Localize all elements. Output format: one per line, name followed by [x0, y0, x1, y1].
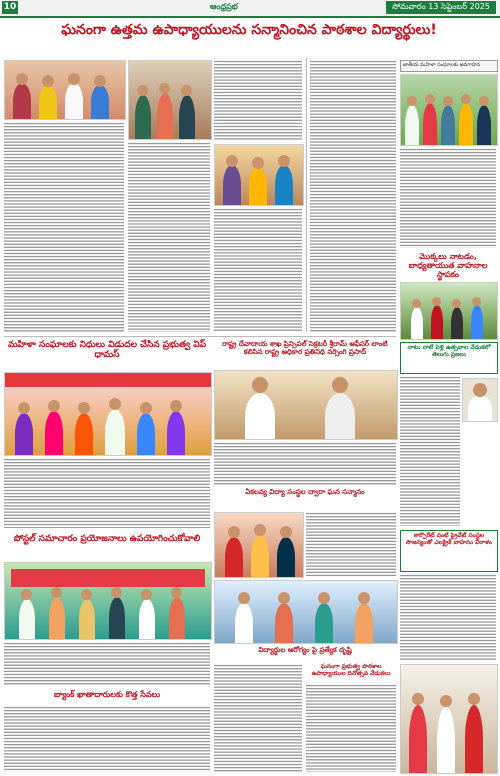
ceremony-photo	[4, 562, 212, 640]
article-text	[4, 458, 210, 528]
article-text	[214, 60, 302, 140]
article-text	[310, 60, 396, 332]
article-text	[4, 642, 210, 686]
article-text	[306, 512, 396, 576]
bottom-left-headline: బ్యాంక్ ఖాతాదారులకు కొత్త సేవలు	[54, 690, 160, 699]
right-headline-1: మొక్కలు నాటడం, బాధ్యతాయుత వాహనాల స్థాపకం	[408, 252, 488, 280]
right-headline-3-box	[400, 530, 498, 572]
right-headline-2: నాటు నాటే పెళ్లి ఉత్సవాల వేడుకలో తెలుగు ప్రజలు	[407, 344, 491, 358]
middle-headline-4: ఘనంగా ప్రభుత్వ పాఠశాల ఉపాధ్యాయుల దినోత్సవ వేడుకలు	[311, 663, 391, 677]
plantation-photo	[400, 282, 498, 340]
group-photo	[400, 74, 498, 146]
article-text	[214, 442, 396, 486]
students-photo	[128, 60, 212, 140]
section-caption: జాతీయ మహిళా సంఘాలకు అవగాహన	[403, 62, 481, 68]
article-text	[306, 684, 396, 772]
article-text	[214, 664, 302, 772]
section-label	[400, 60, 498, 72]
issue-date: సోమవారం 13 సెప్టెంబర్ 2025	[386, 1, 496, 14]
paper-name: ఆంధ్రప్రభ	[210, 2, 238, 11]
right-headline-3: కార్పొరేట్ వంటి ప్రైవేట్ సంస్థల సౌజన్యంతో ఎలక్ట్రిక్ వాహనం విరాళం	[406, 532, 492, 546]
article-text	[400, 148, 496, 248]
middle-headline-3: విద్యార్థుల ఆరోగ్యం పై ప్రత్యేక దృష్టి	[258, 646, 352, 654]
teachers-photo	[4, 60, 126, 120]
article-text	[214, 208, 302, 332]
portrait-photo	[462, 378, 498, 422]
market-headline: పోస్టల్ సమాచారం ప్రయోజనాలు ఉపయోగించుకోవాలి	[13, 534, 201, 544]
felicitation-photo	[214, 512, 304, 578]
article-text	[400, 574, 496, 660]
middle-headline-2: ఏకలవ్య విద్యా సంస్థల ద్వారా ఘన సన్మానం	[245, 488, 365, 496]
masthead	[0, 0, 500, 18]
vehicle-donation-photo	[400, 664, 498, 774]
officials-photo	[214, 370, 398, 440]
page-number: 10	[3, 2, 17, 12]
article-text	[128, 142, 210, 332]
event-photo	[214, 144, 304, 206]
middle-top-headline: రాష్ట్ర దేవాదాయ శాఖ ప్రిన్సిపల్ సెక్రటరీ శ్రీరామ్ ఆఫీసర్ లాంటి కలిసిన రాష్ట్ర అధికార ప్రతినిధి నర్సింగి ప్రసాద్	[222, 340, 388, 357]
column-divider	[306, 58, 307, 332]
article-text	[400, 376, 460, 526]
article-text	[4, 122, 124, 332]
section-divider	[4, 336, 396, 337]
main-headline: ఘనంగా ఉత్తమ ఉపాధ్యాయులను సన్మానించిన పాఠశాల విద్యార్థులు!	[61, 22, 437, 38]
women-headline: మహిళా సంఘాలకు నిధులు విడుదల చేసిన ప్రభుత్వ విప్ ధామస్	[8, 340, 206, 361]
students-event-photo	[214, 580, 398, 644]
women-photo	[4, 372, 212, 456]
article-text	[4, 706, 210, 772]
right-headline-2-box	[400, 342, 498, 374]
